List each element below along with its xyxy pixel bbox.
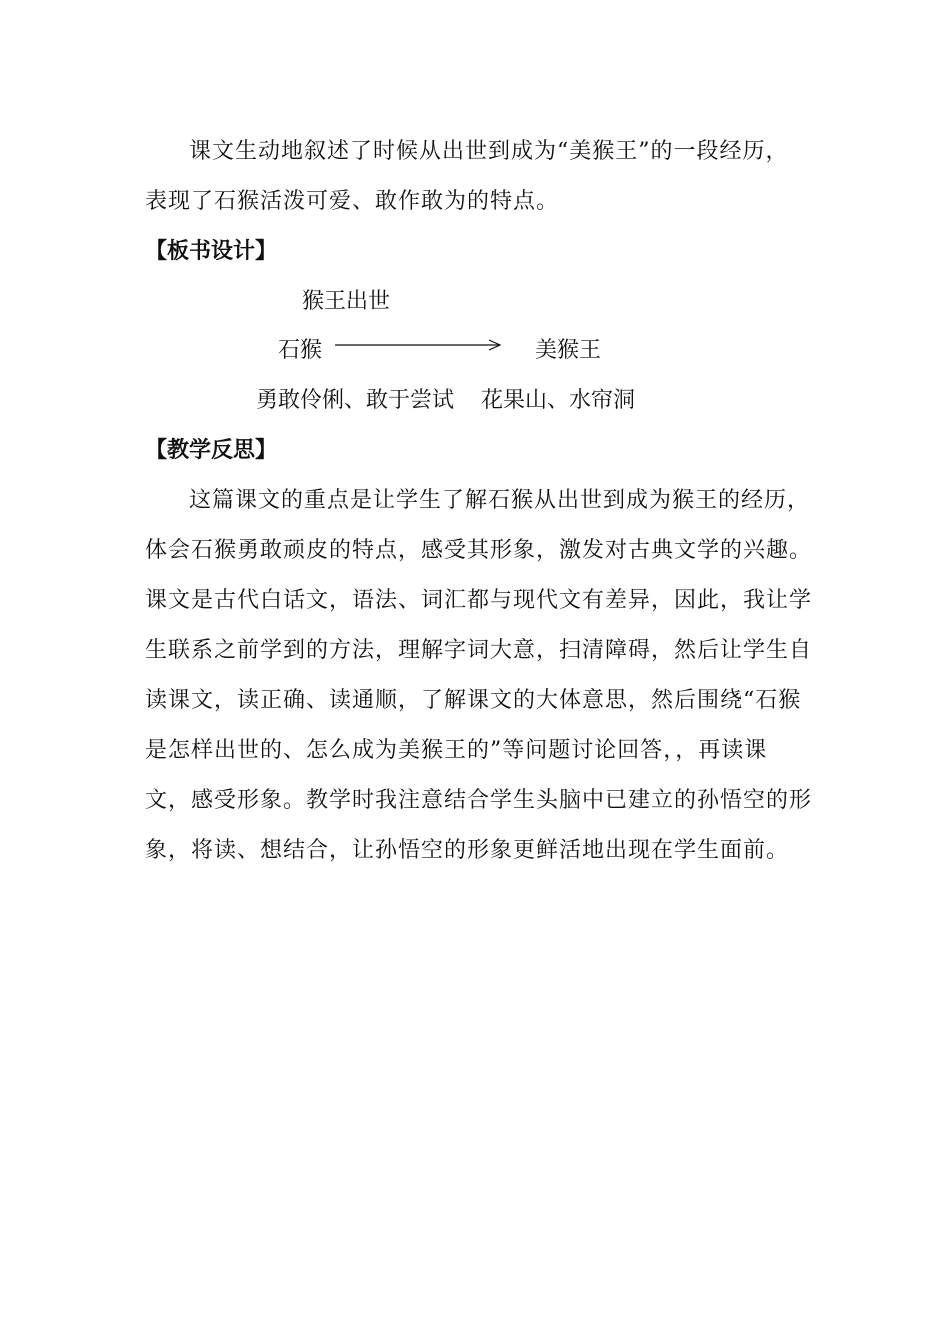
reflection-line: 体会石猴勇敢顽皮的特点，感受其形象，激发对古典文学的兴趣。 — [145, 538, 813, 563]
reflection-line: 这篇课文的重点是让学生了解石猴从出世到成为猴王的经历， — [189, 488, 811, 513]
reflection-line: 象，将读、想结合，让孙悟空的形象更鲜活地出现在学生面前。 — [145, 838, 790, 863]
reflection-heading: 【教学反思】 — [145, 438, 278, 463]
board-left-node: 石猴 — [278, 338, 323, 363]
intro-line-2: 表现了石猴活泼可爱、敢作敢为的特点。 — [145, 189, 560, 214]
board-title: 猴王出世 — [302, 289, 391, 314]
board-right-node: 美猴王 — [535, 338, 602, 363]
reflection-line: 读课文，读正确、读通顺，了解课文的大体意思，然后围绕“石猴 — [145, 688, 802, 713]
reflection-line: 课文是古代白话文，语法、词汇都与现代文有差异，因此，我让学 — [145, 588, 813, 613]
reflection-line: 是怎样出世的、怎么成为美猴王的”等问题讨论回答，，再读课 — [145, 738, 768, 763]
intro-line-1: 课文生动地叙述了时候从出世到成为“美猴王”的一段经历， — [189, 139, 789, 164]
board-design-heading: 【板书设计】 — [145, 239, 278, 264]
board-traits-right: 花果山、水帘洞 — [481, 388, 636, 413]
reflection-line: 文，感受形象。教学时我注意结合学生头脑中已建立的孙悟空的形 — [145, 788, 813, 813]
board-traits-left: 勇敢伶俐、敢于尝试 — [256, 388, 455, 413]
reflection-line: 生联系之前学到的方法，理解字词大意，扫清障碍，然后让学生自 — [145, 638, 813, 663]
right-arrow-icon — [335, 337, 503, 353]
